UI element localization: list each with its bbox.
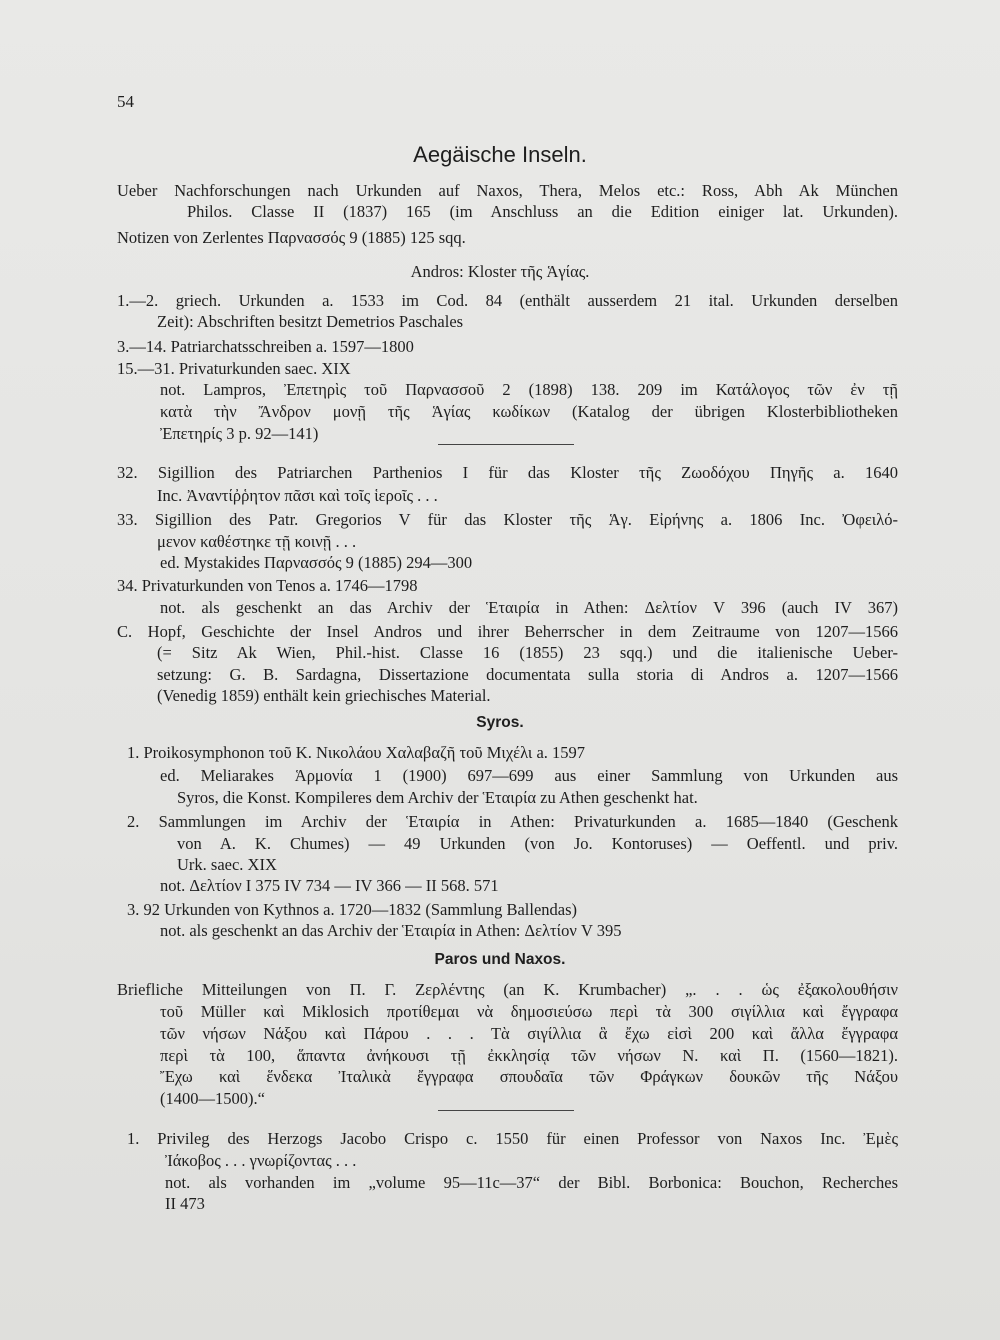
entry-line: Zeit): Abschriften besitzt Demetrios Paschales <box>157 312 464 331</box>
entry-line: 3. 92 Urkunden von Kythnos a. 1720—1832 (Sammlung Ballendas) <box>127 900 578 919</box>
page-title: Aegäische Inseln. <box>413 142 587 167</box>
entry-line: μενον καθέστηκε τῇ κοινῇ . . . <box>157 532 357 551</box>
intro-line: Ueber Nachforschungen nach Urkunden auf Naxos, Thera, Melos etc.: Ross, Abh Ak München <box>117 181 898 200</box>
entry-line: C. Hopf, Geschichte der Insel Andros und ihrer Beherrscher in dem Zeitraume von 1207—1566 <box>117 622 898 641</box>
entry-line: περὶ τὰ 100, ἅπαντα ἀνήκουσι τῇ ἐκκλησίᾳ τῶν νήσων Ν. καὶ Π. (1560—1821). <box>160 1046 898 1065</box>
entry-line: (= Sitz Ak Wien, Phil.-hist. Classe 16 (1855) 23 sqq.) und die italienische Ueber- <box>157 643 898 662</box>
entry-line: 32. Sigillion des Patriarchen Parthenios I für das Kloster τῆς Ζωοδόχου Πηγῆς a. 1640 <box>117 463 898 482</box>
section-heading-syros: Syros. <box>476 714 524 731</box>
entry-line: Ἐπετηρίς 3 p. 92—141) <box>160 424 319 443</box>
intro-line: Notizen von Zerlentes Παρνασσός 9 (1885) 125 sqq. <box>117 228 466 247</box>
entry-line: 15.—31. Privaturkunden saec. XIX <box>117 359 351 378</box>
entry-line: τοῦ Müller καὶ Miklosich προτίθεμαι νὰ δημοσιεύσω περὶ τὰ 300 σιγίλλια καὶ ἔγγραφα <box>160 1002 898 1021</box>
entry-line: not. als geschenkt an das Archiv der Ἑταιρία in Athen: Δελτίον V 395 <box>160 921 622 940</box>
entry-line: Ἰάκοβος . . . γνωρίζοντας . . . <box>165 1151 357 1170</box>
entry-line: ed. Meliarakes Ἁρμονία 1 (1900) 697—699 aus einer Sammlung von Urkunden aus <box>160 766 898 785</box>
intro-line: Philos. Classe II (1837) 165 (im Anschluss an die Edition einiger lat. Urkunden). <box>187 202 898 221</box>
entry-line: τῶν νήσων Νάξου καὶ Πάρου . . . Τὰ σιγίλλια ἃ ἔχω εἰσὶ 200 καὶ ἄλλα ἔγγραφα <box>160 1024 898 1043</box>
entry-line: not. als vorhanden im „volume 95—11c—37“ der Bibl. Borbonica: Bouchon, Recherches <box>165 1173 898 1192</box>
entry-line: von A. K. Chumes) — 49 Urkunden (von Jo. Kontoruses) — Oeffentl. und priv. <box>177 834 898 853</box>
entry-line: Syros, die Konst. Kompileres dem Archiv der Ἑταιρία zu Athen geschenkt hat. <box>177 788 698 807</box>
entry-line: Urk. saec. XIX <box>177 855 277 874</box>
section-divider <box>438 444 574 445</box>
entry-line: 1.—2. griech. Urkunden a. 1533 im Cod. 84 (enthält ausserdem 21 ital. Urkunden derselben <box>117 291 898 310</box>
entry-line: setzung: G. B. Sardagna, Dissertazione documentata sulla storia di Andros a. 1207—1566 <box>157 665 898 684</box>
entry-line: not. als geschenkt an das Archiv der Ἑταιρία in Athen: Δελτίον V 396 (auch IV 367) <box>160 598 898 617</box>
section-heading-paros-naxos: Paros und Naxos. <box>434 951 566 968</box>
entry-line: 34. Privaturkunden von Tenos a. 1746—1798 <box>117 576 418 595</box>
entry-line: Ἔχω καὶ ἕνδεκα Ἰταλικὰ ἔγγραφα σπουδαῖα τῶν Φράγκων δουκῶν τῆς Νάξου <box>160 1067 898 1086</box>
entry-line: 1. Privileg des Herzogs Jacobo Crispo c. 1550 für einen Professor von Naxos Inc. Ἐμὲς <box>127 1129 898 1148</box>
entry-line: 2. Sammlungen im Archiv der Ἑταιρία in Athen: Privaturkunden a. 1685—1840 (Geschenk <box>127 812 898 831</box>
entry-line: ed. Mystakides Παρνασσός 9 (1885) 294—300 <box>160 553 473 572</box>
entry-line: 33. Sigillion des Patr. Gregorios V für das Kloster τῆς Ἁγ. Εἰρήνης a. 1806 Inc. Ὀφειλό- <box>117 510 898 529</box>
entry-line: not. Lampros, Ἐπετηρὶς τοῦ Παρνασσοῦ 2 (1898) 138. 209 im Κατάλογος τῶν ἐν τῇ <box>160 380 898 399</box>
entry-line: (Venedig 1859) enthält kein griechisches Material. <box>157 686 491 705</box>
page-number: 54 <box>117 92 134 111</box>
entry-line: not. Δελτίον I 375 IV 734 — IV 366 — II 568. 571 <box>160 876 499 895</box>
entry-line: 3.—14. Patriarchatsschreiben a. 1597—1800 <box>117 337 414 356</box>
section-heading-andros: Andros: Kloster τῆς Ἁγίας. <box>410 262 590 281</box>
entry-line: 1. Proikosymphonon τοῦ Κ. Νικολάου Χαλαβαζῆ τοῦ Μιχέλι a. 1597 <box>127 743 586 762</box>
entry-line: κατὰ τὴν Ἄνδρον μονῇ τῆς Ἁγίας κωδίκων (Katalog der übrigen Klosterbibliotheken <box>160 402 898 421</box>
entry-line: Briefliche Mitteilungen von Π. Γ. Ζερλέντης (an K. Krumbacher) „. . . ὡς ἐξακολουθήσιν <box>117 980 898 999</box>
section-divider <box>438 1110 574 1111</box>
entry-line: (1400—1500).“ <box>160 1089 265 1108</box>
entry-line: Inc. Ἀναντίῤῥητον πᾶσι καὶ τοῖς ἱεροῖς . . . <box>157 486 438 505</box>
entry-line: II 473 <box>165 1194 205 1213</box>
